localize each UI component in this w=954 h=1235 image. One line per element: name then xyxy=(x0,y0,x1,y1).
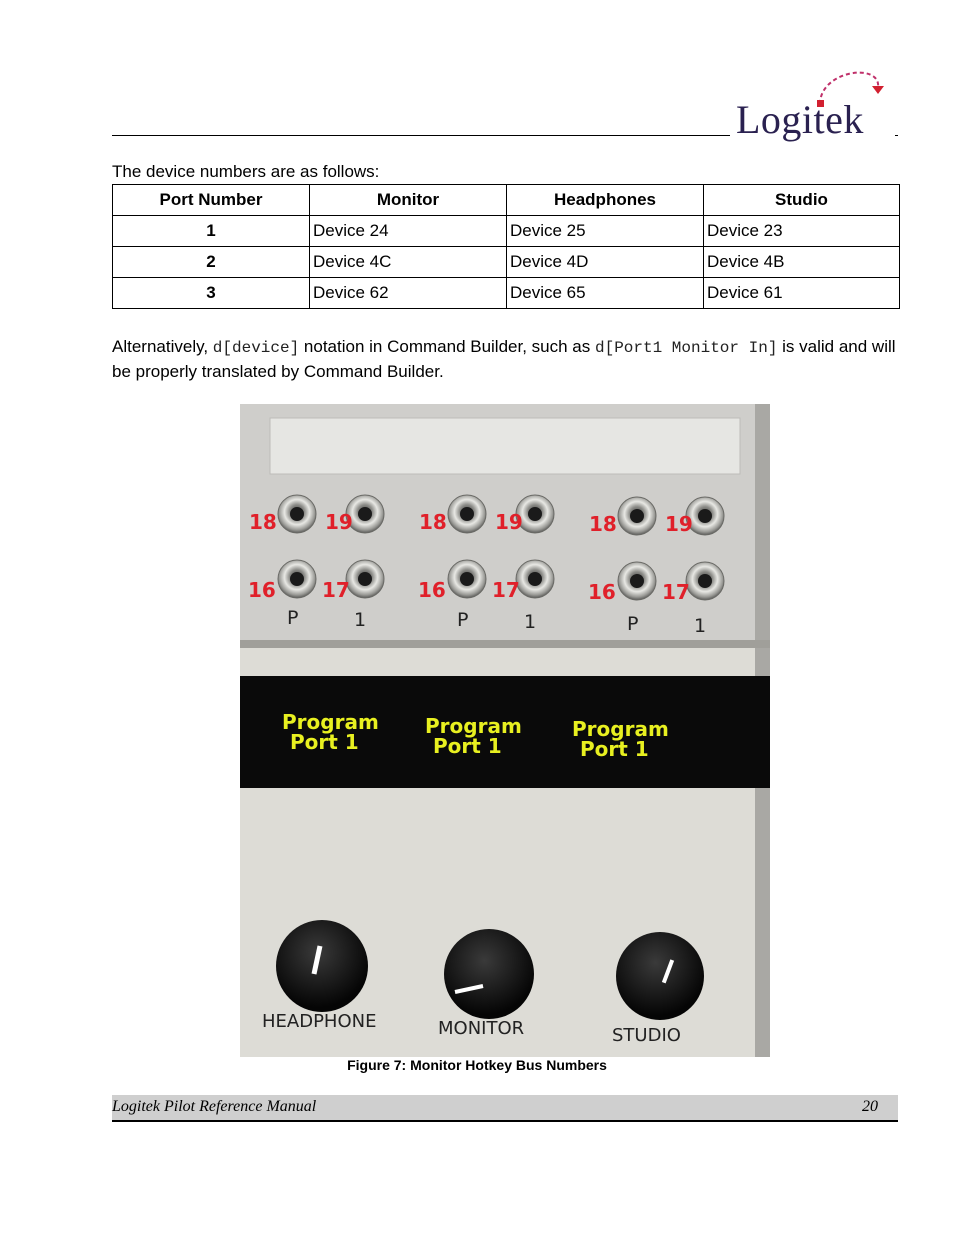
monitor-device: Device 24 xyxy=(310,216,507,247)
logo-text: Logitek xyxy=(736,97,864,142)
monitor-knob-icon xyxy=(444,929,534,1019)
panel-label-1: 1 xyxy=(524,611,537,633)
knob-label-studio: STUDIO xyxy=(612,1025,681,1046)
jack-number-label-top-left: 18 xyxy=(589,512,617,536)
col-header-monitor: Monitor xyxy=(310,185,507,216)
jack-hole-icon xyxy=(290,507,304,521)
table-row xyxy=(113,216,900,247)
jack-number-label-top-left: 18 xyxy=(249,510,277,534)
jack-number-label-top-right: 19 xyxy=(495,510,523,534)
studio-device: Device 4B xyxy=(704,247,900,278)
figure-caption: Figure 7: Monitor Hotkey Bus Numbers xyxy=(347,1057,607,1073)
jack-number-label-top-right: 19 xyxy=(665,512,693,536)
display-line1-mid: Program xyxy=(425,714,522,738)
header-rule xyxy=(112,135,730,136)
headphones-device: Device 4D xyxy=(507,247,704,278)
studio-device: Device 61 xyxy=(704,278,900,309)
jack-number-label-bottom-left: 16 xyxy=(418,578,446,602)
headphones-device: Device 25 xyxy=(507,216,704,247)
table-row xyxy=(113,278,900,309)
jack-hole-icon xyxy=(290,572,304,586)
para-text-1: Alternatively, xyxy=(112,337,213,356)
para-text-2: notation in Command Builder, such as xyxy=(299,337,595,356)
display-line2-right: Port 1 xyxy=(580,737,649,761)
panel-label-p: P xyxy=(457,609,469,631)
jack-hole-icon xyxy=(358,572,372,586)
jack-hole-icon xyxy=(630,509,644,523)
col-header-headphones: Headphones xyxy=(507,185,704,216)
jack-hole-icon xyxy=(698,509,712,523)
code-port-monitor: d[Port1 Monitor In] xyxy=(594,339,778,357)
headphones-device: Device 65 xyxy=(507,278,704,309)
knob-label-headphone: HEADPHONE xyxy=(262,1011,377,1032)
display-line1-left: Program xyxy=(282,710,379,734)
jack-number-label-top-left: 18 xyxy=(419,510,447,534)
jack-number-label-bottom-left: 16 xyxy=(588,580,616,604)
display-line2-left: Port 1 xyxy=(290,730,359,754)
jack-hole-icon xyxy=(460,507,474,521)
notation-paragraph xyxy=(112,335,902,384)
monitor-device: Device 62 xyxy=(310,278,507,309)
col-header-studio: Studio xyxy=(704,185,900,216)
jack-number-label-bottom-left: 16 xyxy=(248,578,276,602)
display-line2-mid: Port 1 xyxy=(433,734,502,758)
code-device: d[device] xyxy=(212,339,300,357)
jack-hole-icon xyxy=(698,574,712,588)
para-text-3: is valid and will be properly translated by Command Builder. xyxy=(112,337,896,381)
panel-label-1: 1 xyxy=(694,615,707,637)
knob-label-monitor: MONITOR xyxy=(438,1018,525,1039)
display-line1-right: Program xyxy=(572,717,669,741)
studio-device: Device 23 xyxy=(704,216,900,247)
jack-number-label-bottom-right: 17 xyxy=(492,578,520,602)
jack-hole-icon xyxy=(528,572,542,586)
port-number: 2 xyxy=(113,247,310,278)
jack-number-label-top-right: 19 xyxy=(325,510,353,534)
device-table xyxy=(112,184,900,309)
panel-label-p: P xyxy=(287,607,299,629)
jack-number-label-bottom-right: 17 xyxy=(322,578,350,602)
studio-knob-icon xyxy=(616,932,704,1020)
jack-hole-icon xyxy=(358,507,372,521)
page-number: 20 xyxy=(862,1098,878,1115)
intro-text: The device numbers are as follows: xyxy=(112,162,380,181)
figure-photo xyxy=(240,404,770,1057)
headphone-knob-icon xyxy=(276,920,368,1012)
port-number: 3 xyxy=(113,278,310,309)
panel-label-p: P xyxy=(627,613,639,635)
hotkey-panel-illustration xyxy=(240,404,770,1057)
jack-number-label-bottom-right: 17 xyxy=(662,580,690,604)
port-number: 1 xyxy=(113,216,310,247)
monitor-device: Device 4C xyxy=(310,247,507,278)
table-header-row xyxy=(113,185,900,216)
jack-hole-icon xyxy=(528,507,542,521)
footer-title: Logitek Pilot Reference Manual xyxy=(112,1098,317,1115)
col-header-port: Port Number xyxy=(113,185,310,216)
jack-hole-icon xyxy=(630,574,644,588)
jack-hole-icon xyxy=(460,572,474,586)
logitek-logo xyxy=(732,62,898,148)
panel-label-1: 1 xyxy=(354,609,367,631)
table-row xyxy=(113,247,900,278)
